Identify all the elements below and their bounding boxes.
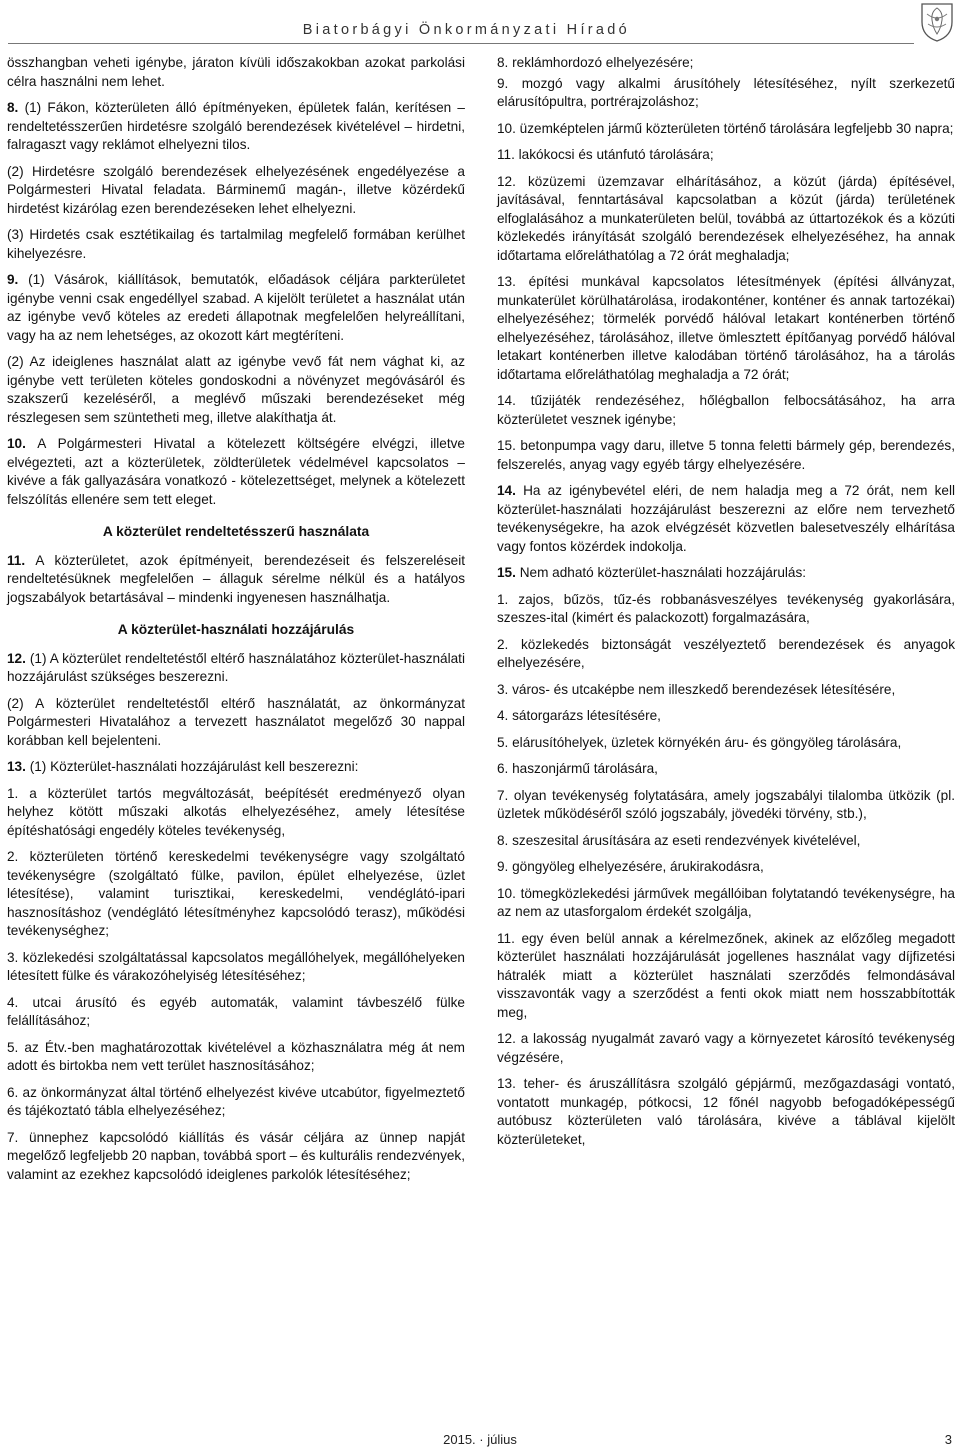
- list-item: 10. üzemképtelen jármű közterületen történő tárolására legfeljebb 30 napra;: [497, 120, 954, 136]
- publication-title: Biatorbágyi Önkormányzati Híradó: [302, 22, 630, 38]
- page-number: 3: [944, 1432, 952, 1447]
- list-item: 9. göngyöleg elhelyezésére, árukirakodásra,: [497, 859, 764, 874]
- section-number: 14.: [497, 483, 516, 498]
- list-item: 5. elárusítóhelyek, üzletek környékén áru- és göngyöleg tárolására,: [497, 734, 902, 750]
- list-item: 3. város- és utcaképbe nem illeszkedő berendezések létesítésére,: [497, 681, 896, 697]
- list-item: 6. az önkormányzat által történő elhelyezést kivéve utcabútor, figyelmeztető és tájékoztató tábla elhelyezéséhez;: [7, 1084, 465, 1118]
- section-number: 8.: [7, 100, 19, 115]
- footer-date: 2015. · július: [443, 1432, 517, 1447]
- paragraph-text: (1) Vásárok, kiállítások, bemutatók, előadások céljára parkterületet igénybe venni csak engedéllyel szabad. A kijelölt területet a használat után az igénybe vevő köteles az eredeti állapotnak megfelelően helyreállítani, vagy ha az nem lehetséges, az okozott kárt megtéríteni.: [7, 272, 465, 343]
- section-number: 9.: [7, 272, 19, 287]
- left-column: [7, 54, 465, 1192]
- section-14-paragraph: [497, 482, 955, 556]
- section-8-paragraph-3: (3) Hirdetés csak esztétikailag és tartalmilag megfelelő formában kerülhet kihelyezésre.: [7, 227, 465, 261]
- section-number: 11.: [7, 552, 26, 568]
- list-item: 2. közlekedés biztonságát veszélyeztető berendezések és anyagok elhelyezésére,: [497, 636, 955, 670]
- section-15-paragraph: [497, 564, 955, 583]
- list-item: 13. teher- és áruszállításra szolgáló gépjármű, mezőgazdasági vontató, vontatott munkagép, pótkocsi, 12 főnél nagyobb befogadóképességű autóbusz közterületen való tárolására, kivéve a táblával kijelölt közterületeket,: [497, 1076, 955, 1147]
- list-item: 12. a lakosság nyugalmát zavaró vagy a környezetet károsító tevékenység végzésére,: [497, 1031, 955, 1065]
- list-item: 4. sátorgarázs létesítésére,: [497, 708, 661, 723]
- section-number: 15.: [497, 565, 516, 580]
- list-item: 8. reklámhordozó elhelyezésére;: [497, 55, 694, 70]
- section-9-paragraph-2: (2) Az ideiglenes használat alatt az igénybe vevő fát nem vághat ki, az igénybe vett területen köteles gondoskodni a növényzet megóvásáról és szakszerű kezeléséről, a meglévő műszaki berendezéseket még részlegesen sem szüntetheti meg, illetve alakíthatja át.: [7, 354, 465, 425]
- section-8-paragraph-1: [7, 99, 465, 155]
- list-item: 11. egy éven belül annak a kérelmezőnek, akinek az előzőleg megadott közterület használati hozzájárulását jogellenes használat vagy díjfizetési hátralék miatt a közterület használati szerződés felmondásával visszavonták vagy a szerződést a fenti okok miatt nem hosszabbították meg,: [497, 930, 955, 1020]
- paragraph-text: Ha az igénybevétel eléri, de nem haladja meg a 72 órát, nem kell közterület-használati hozzájárulást beszerezni az előre nem tervezhető tevékenységekre, ha azok elvégzését közvetlen balesetveszély elhárítása vagy fontos közérdek indokolja.: [497, 483, 955, 554]
- list-item: 6. haszonjármű tárolására,: [497, 761, 658, 776]
- section-11-paragraph: [7, 552, 465, 608]
- section-8-paragraph-2: (2) Hirdetésre szolgáló berendezések elhelyezésének engedélyezése a Polgármesteri Hivatal feladata. Bárminemű magán-, illetve közérdekű hirdetést kizárólag ezen berendezéseken lehet elhelyezni.: [7, 163, 465, 216]
- list-item: 15. betonpumpa vagy daru, illetve 5 tonna feletti bármely gép, berendezés, felszerelés, anyag vagy egyéb tárgy elhelyezésére.: [497, 438, 955, 472]
- header-rule: [8, 43, 914, 44]
- list-item: 3. közlekedési szolgáltatással kapcsolatos megállóhelyek, megállóhelyeken létesített fülke és várakozóhelyiség létesítéséhez;: [7, 949, 465, 983]
- list-item: 14. tűzijáték rendezéséhez, hőlégballon felbocsátásához, ha arra közterületet vesznek igénybe;: [497, 393, 955, 427]
- paragraph-text: Nem adható közterület-használati hozzájárulás:: [519, 565, 807, 580]
- section-9-paragraph-1: [7, 271, 465, 345]
- list-item: 10. tömegközlekedési járművek megállóiban folytatandó tevékenységre, ha az nem az utasforgalom érdekét szolgálja,: [497, 885, 955, 919]
- list-item: 7. ünnephez kapcsolódó kiállítás és vásár céljára az ünnep napját megelőző legfeljebb 20 napban, továbbá sport – és kulturális rendezvények, valamint az ezekhez kapcsolódó ideiglenes parkolók létesítéséhez;: [7, 1129, 465, 1182]
- paragraph-text: A Polgármesteri Hivatal a kötelezett költségére elvégzi, illetve elvégezteti, azt a közterületek, zöldterületek védelmével kapcsolatos – kivéve a fák gallyazására vonatkozó - kötelezettséget, melynek a kötelezett felszólítás ellenére sem tett eleget.: [7, 436, 465, 507]
- section-13-paragraph-1: [7, 758, 465, 777]
- paragraph-text: (1) Fákon, közterületen álló építményeken, épületek falán, kerítésen – rendeltetésszerűen hirdetésre szolgáló berendezések kivételével – hirdetni, falragaszt vagy reklámot elhelyezni tilos.: [7, 100, 465, 152]
- list-item: 11. lakókocsi és utánfutó tárolására;: [497, 147, 714, 162]
- list-item: 1. a közterület tartós megváltozását, beépítését eredményező olyan helyhez kötött műszaki alkotás elhelyezéséhez, amely létesítése építéshatósági engedély köteles tevékenység,: [7, 785, 465, 838]
- list-item: 9. mozgó vagy alkalmi árusítóhely létesítéséhez, nyílt szerkezetű elárusítópultra, portrérajzoláshoz;: [497, 75, 955, 109]
- section-number: 10.: [7, 436, 26, 451]
- list-item: 8. szeszesital árusítására az eseti rendezvények kivételével,: [497, 832, 861, 848]
- section-10-paragraph: [7, 435, 465, 509]
- right-column: [497, 54, 955, 1157]
- list-item: 13. építési munkával kapcsolatos létesítmények (építési állványzat, munkaterület körülhatárolása, irodakonténer, konténer és annak tartozékai) elhelyezéséhez; törmelék porvédő hálóval letakart konténerben történő elhelyezéséhez, tárolásához, illetve ömlesztett építőanyag porvédő hálóval letakart konténerben illetve kalodában történő tárolásához, ha a tárolás időtartama előreláthatólag meghaladja a 72 órát;: [497, 274, 955, 382]
- paragraph: összhangban veheti igénybe, járaton kívüli időszakokban azokat parkolási célra használni nem lehet.: [7, 55, 465, 89]
- list-item: 4. utcai árusító és egyéb automaták, valamint távbeszélő fülke felállításához;: [7, 994, 465, 1028]
- list-item: 12. közüzemi üzemzavar elhárításához, a közút (járda) építésével, javításával, fenntartásával kapcsolatban a közút (járda) területének elfoglalásához a munkaterületen belül, továbbá az úttartozékok és a közúti közlekedés irányítását szolgáló berendezések elhelyezéséhez, ha annak időtartama előreláthatólag a 72 órát meghaladja;: [497, 173, 955, 263]
- page-header: [0, 0, 960, 46]
- paragraph-text: (1) Közterület-használati hozzájárulást kell beszerezni:: [29, 759, 359, 774]
- section-heading: A közterület-használati hozzájárulás: [117, 622, 355, 637]
- section-number: 12.: [7, 650, 26, 666]
- paragraph-text: A közterületet, azok építményeit, berendezéseit és felszereléseit rendeltetésüknek megfelelően – állaguk sérelme nélkül és a hatályos jogszabályok betartásával – mindenki ingyenesen használhatja.: [7, 552, 465, 605]
- list-item: 5. az Étv.-ben maghatározottak kivételével a közhasználatra még át nem adott és birtokba nem vett terület hasznosításához;: [7, 1039, 465, 1073]
- paragraph-text: (1) A közterület rendeltetéstől eltérő használatához közterület-használati hozzájárulást szükséges beszerezni.: [7, 650, 465, 684]
- section-heading: A közterület rendeltetésszerű használata: [102, 524, 370, 539]
- crest-logo-icon: [918, 0, 956, 42]
- list-item: 1. zajos, bűzös, tűz-és robbanásveszélyes tevékenység gyakorlására, szeszes-ital (kimért és palackozott) forgalmazására,: [497, 591, 955, 625]
- section-12-paragraph-2: (2) A közterület rendeltetéstől eltérő használatát, az önkormányzat Polgármesteri Hivatalához a tervezett használatot megelőző 30 nappal korábban kell bejelenteni.: [7, 695, 465, 748]
- list-item: 7. olyan tevékenység folytatására, amely jogszabályi tilalomba ütközik (pl. üzletek működéséről szóló jogszabály, jövedéki törvény, stb.),: [497, 787, 955, 821]
- list-item: 2. közterületen történő kereskedelmi tevékenységre vagy szolgáltató tevékenységre (szolgáltató fülke, pavilon, épület elhelyezése, üzlet létesítése), valamint turisztikai, kereskedelmi, vendéglátó-ipari hasznosításhoz (vendéglátó létesítményhez kapcsolódó terasz), működési tevékenységhez;: [7, 849, 465, 938]
- section-12-paragraph-1: [7, 650, 465, 687]
- section-number: 13.: [7, 759, 26, 774]
